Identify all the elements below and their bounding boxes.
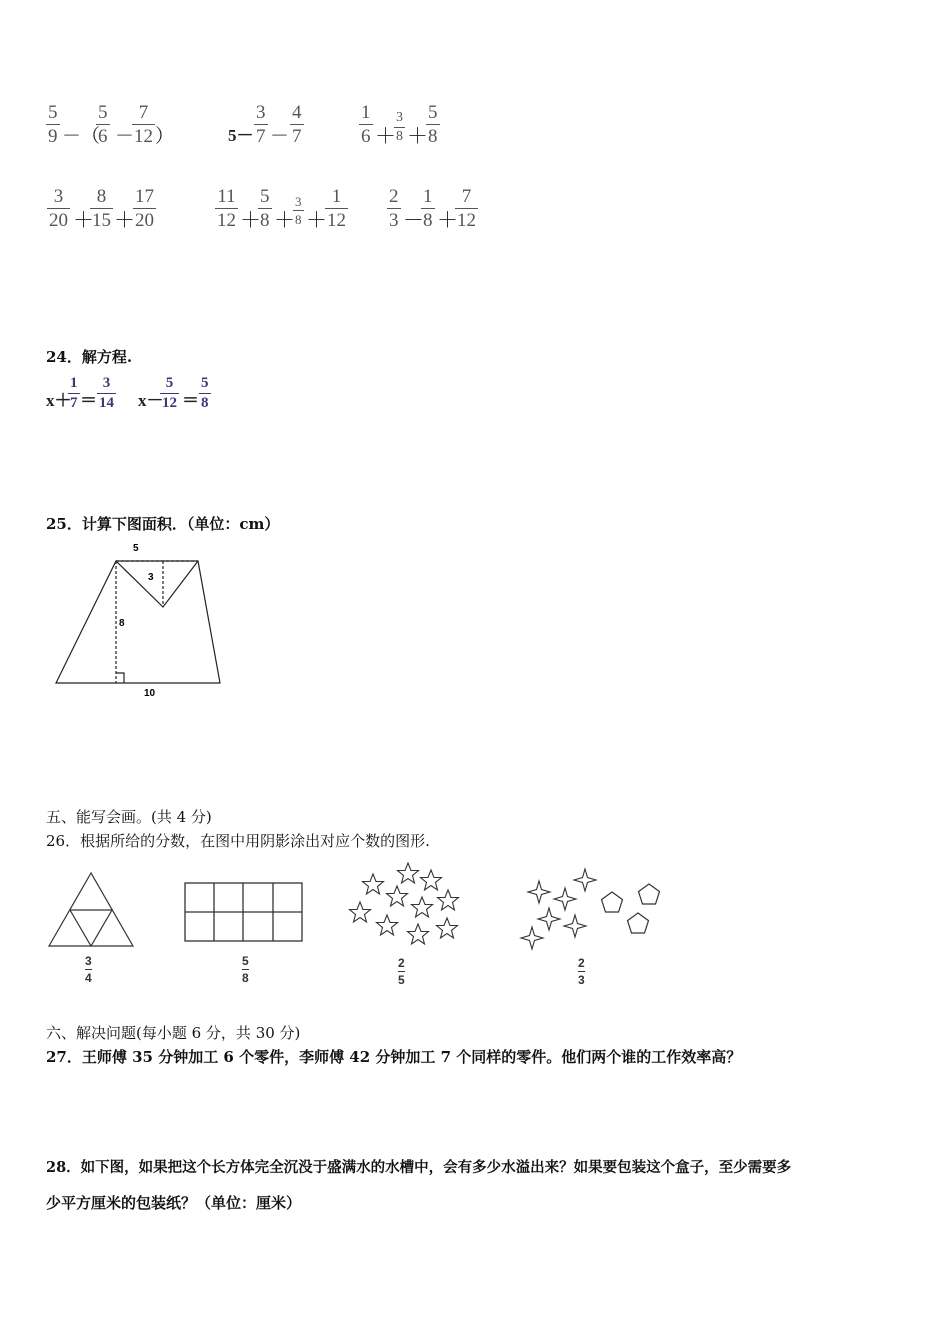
- fraction: $\frac{7}{12}$: [134, 102, 153, 147]
- operator: ＋: [306, 208, 327, 232]
- fraction: $\frac{5}{8}$: [201, 375, 209, 411]
- v-notch: [116, 561, 198, 607]
- sparkle-icon: [521, 927, 543, 949]
- operator: －: [403, 208, 424, 232]
- section6-heading: 六、解决问题(每小题 6 分，共 30 分): [46, 1024, 301, 1042]
- fraction: $\frac{3}{20}$: [49, 186, 68, 231]
- label-bottom: 10: [144, 688, 156, 699]
- label-inner: 3: [148, 572, 154, 583]
- pentagon-icon: [628, 913, 649, 933]
- equation-lead: x＋: [46, 391, 72, 410]
- sparkle-icon: [554, 888, 576, 910]
- operator: ＋: [274, 208, 295, 232]
- operator: 5－: [228, 126, 254, 145]
- star-icon: [421, 870, 442, 890]
- label-height: 8: [119, 618, 125, 629]
- fraction: $\frac{5}{8}$: [428, 102, 438, 147]
- operator: －: [115, 126, 135, 147]
- operator: ＋: [240, 208, 261, 232]
- star-icon: [437, 918, 458, 938]
- operator: ＋: [114, 208, 135, 232]
- sparkles-pentagons-figure: [515, 866, 675, 956]
- star-icon: [387, 886, 408, 906]
- trapezoid-figure: [50, 540, 230, 705]
- fraction: $\frac{11}{12}$: [217, 186, 236, 231]
- fraction-label: $\frac{3}{4}$: [85, 954, 92, 985]
- q26-text: 26．根据所给的分数，在图中用阴影涂出对应个数的图形.: [46, 832, 430, 850]
- q24-title: 24．解方程.: [46, 348, 133, 366]
- q28-text-line1: 28．如下图，如果把这个长方体完全沉没于盛满水的水槽中，会有多少水溢出来？如果要包装这个盒子，至少需要多: [46, 1159, 792, 1176]
- operator: ＋: [73, 208, 94, 232]
- star-icon: [363, 874, 384, 894]
- sparkle-icon: [574, 869, 596, 891]
- star-icon: [438, 890, 459, 910]
- equals-sign: ＝: [80, 391, 97, 410]
- fraction: $\frac{3}{8}$: [396, 110, 403, 144]
- fraction: $\frac{5}{6}$: [98, 102, 108, 147]
- fraction: $\frac{4}{7}$: [292, 102, 302, 147]
- fraction: $\frac{5}{8}$: [260, 186, 270, 231]
- section5-heading: 五、能写会画。(共 4 分): [46, 808, 212, 826]
- fraction: $\frac{3}{8}$: [295, 194, 302, 227]
- star-icon: [408, 924, 429, 944]
- pentagon-icon: [602, 892, 623, 912]
- fraction: $\frac{5}{9}$: [48, 102, 58, 147]
- stars-figure: [345, 860, 465, 950]
- fraction-label: $\frac{2}{3}$: [578, 956, 585, 987]
- operator: ＋: [375, 124, 396, 148]
- star-icon: [412, 897, 433, 917]
- operator: ＋: [407, 124, 428, 148]
- fraction: $\frac{17}{20}$: [135, 186, 154, 231]
- operator: －: [270, 126, 290, 147]
- operator: －（: [62, 126, 101, 147]
- operator: ＋: [437, 208, 458, 232]
- fraction: $\frac{1}{8}$: [423, 186, 433, 231]
- triangle-figure: [46, 870, 138, 950]
- sparkle-icon: [564, 915, 586, 937]
- label-top: 5: [133, 543, 139, 554]
- pentagon-icon: [639, 884, 660, 904]
- sparkle-icon: [538, 908, 560, 930]
- fraction: $\frac{7}{12}$: [457, 186, 476, 231]
- star-icon: [377, 915, 398, 935]
- fraction: $\frac{3}{14}$: [99, 375, 114, 411]
- q27-text: 27．王师傅 35 分钟加工 6 个零件，李师傅 42 分钟加工 7 个同样的零件。他们两个谁的工作效率高？: [46, 1048, 742, 1066]
- equals-sign: ＝: [182, 391, 199, 410]
- q28-text-line2: 少平方厘米的包装纸？（单位：厘米）: [46, 1194, 302, 1212]
- fraction: $\frac{3}{7}$: [256, 102, 266, 147]
- right-angle-mark: [116, 673, 124, 683]
- fraction: $\frac{1}{12}$: [327, 186, 346, 231]
- fraction: $\frac{1}{7}$: [70, 375, 78, 411]
- star-icon: [398, 863, 419, 883]
- equation-lead: x－: [138, 391, 164, 410]
- trapezoid-outline: [56, 561, 220, 683]
- fraction: $\frac{8}{15}$: [92, 186, 111, 231]
- star-icon: [350, 902, 371, 922]
- rectangle-grid-figure: [183, 881, 305, 944]
- q25-title: 25．计算下图面积．（单位：cm）: [46, 515, 280, 533]
- fraction-label: $\frac{2}{5}$: [398, 956, 405, 987]
- operator: ）: [155, 126, 175, 147]
- fraction: $\frac{1}{6}$: [361, 102, 371, 147]
- sparkle-icon: [528, 881, 550, 903]
- fraction-label: $\frac{5}{8}$: [242, 954, 249, 985]
- fraction: $\frac{2}{3}$: [389, 186, 399, 231]
- fraction: $\frac{5}{12}$: [162, 375, 177, 411]
